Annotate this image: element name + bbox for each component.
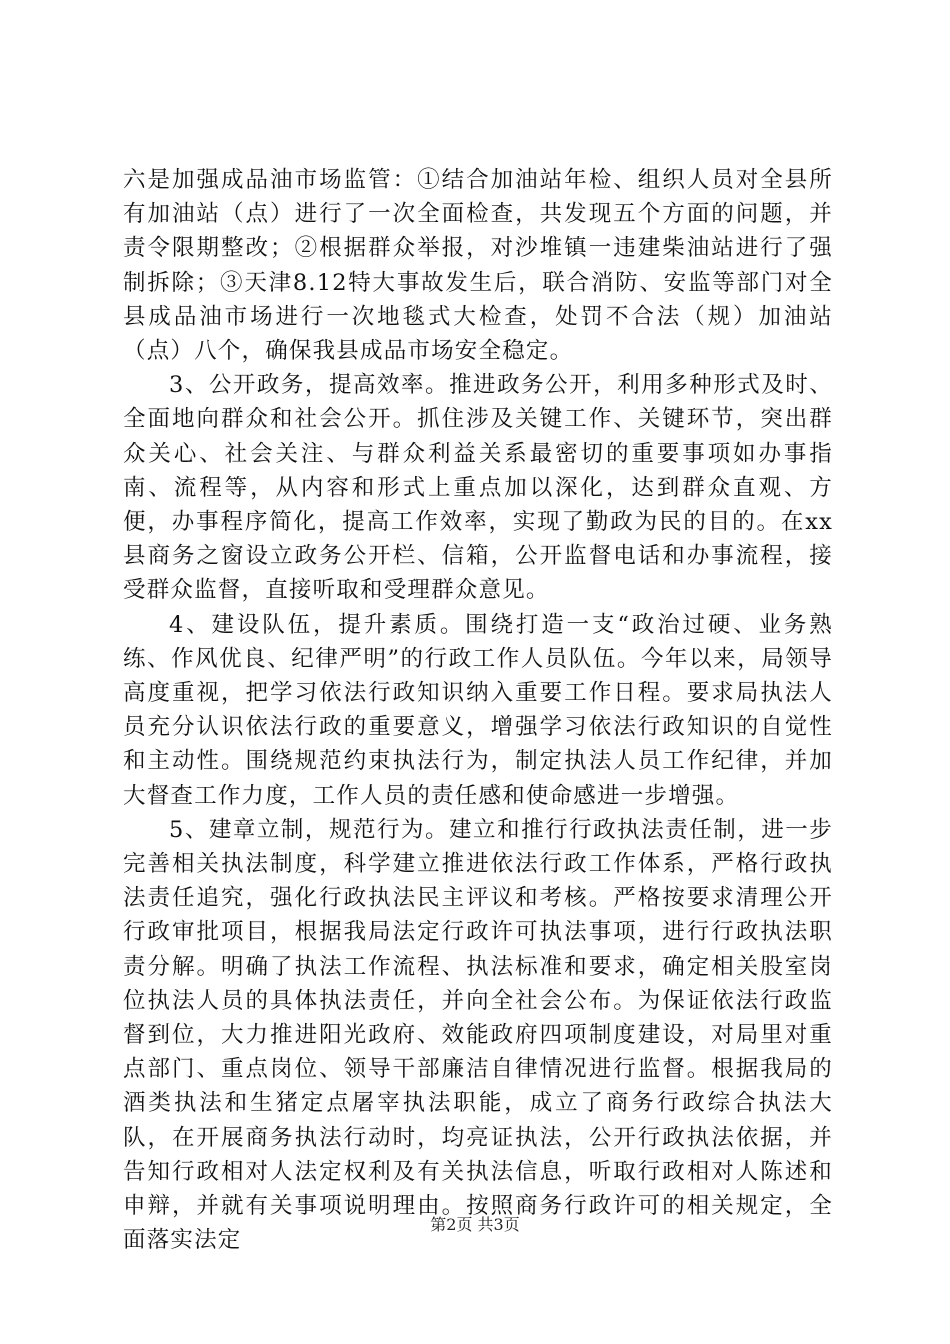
paragraph-market-supervision: 六是加强成品油市场监管：①结合加油站年检、组织人员对全县所有加油站（点）进行了一次全面检查，共发现五个方面的问题，并责令限期整改；②根据群众举报，对沙堆镇一违建柴油站进行了强制拆除；③天津8.12特大事故发生后，联合消防、安监等部门对全县成品油市场进行一次地毯式大检查，处罚不合法（规）加油站（点）八个，确保我县成品市场安全稳定。	[123, 167, 833, 365]
page-number-footer: 第2页 共3页	[430, 1215, 520, 1234]
paragraph-team-building: 4、建设队伍，提升素质。围绕打造一支“政治过硬、业务熟练、作风优良、纪律严明”的行政工作人员队伍。今年以来，局领导高度重视，把学习依法行政知识纳入重要工作日程。要求局执法人员充分认识依法行政的重要意义，增强学习依法行政知识的自觉性和主动性。围绕规范约束执法行为，制定执法人员工作纪律，并加大督查工作力度，工作人员的责任感和使命感进一步增强。	[123, 611, 833, 809]
paragraph-regulations: 5、建章立制，规范行为。建立和推行行政执法责任制，进一步完善相关执法制度，科学建立推进依法行政工作体系，严格行政执法责任追究，强化行政执法民主评议和考核。严格按要求清理公开行政审批项目，根据我局法定行政许可执法事项，进行行政执法职责分解。明确了执法工作流程、执法标准和要求，确定相关股室岗位执法人员的具体执法责任，并向全社会公布。为保证依法行政监督到位，大力推进阳光政府、效能政府四项制度建设，对局里对重点部门、重点岗位、领导干部廉洁自律情况进行监督。根据我局的酒类执法和生猪定点屠宰执法职能，成立了商务行政综合执法大队，在开展商务执法行动时，均亮证执法，公开行政执法依据，并告知行政相对人法定权利及有关执法信息，听取行政相对人陈述和申辩，并就有关事项说明理由。按照商务行政许可的相关规定，全面落实法定	[123, 816, 833, 1254]
document-body	[123, 163, 833, 1258]
paragraph-government-affairs: 3、公开政务，提高效率。推进政务公开，利用多种形式及时、全面地向群众和社会公开。抓住涉及关键工作、关键环节，突出群众关心、社会关注、与群众利益关系最密切的重要事项如办事指南、流程等，从内容和形式上重点加以深化，达到群众直观、方便，办事程序简化，提高工作效率，实现了勤政为民的目的。在xx县商务之窗设立政务公开栏、信箱，公开监督电话和办事流程，接受群众监督，直接听取和受理群众意见。	[123, 372, 833, 604]
